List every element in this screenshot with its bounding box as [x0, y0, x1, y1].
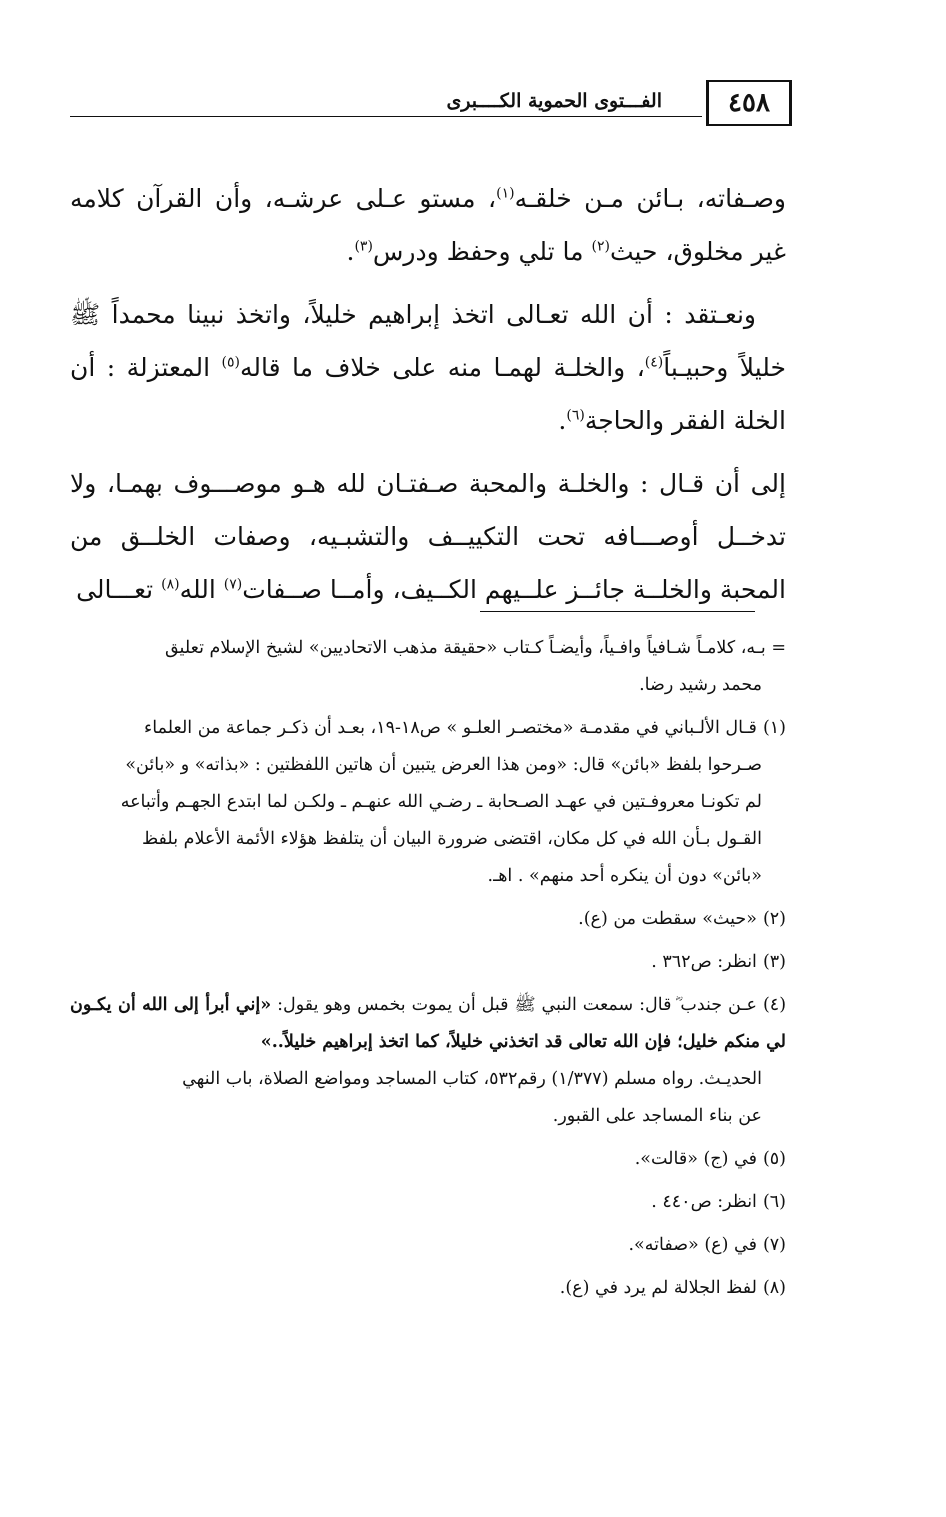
footnote-number: (٣)	[762, 952, 786, 972]
footnote-text: «بائن» دون أن ينكره أحد منهم» . اهـ.	[487, 866, 762, 886]
footnote-text: في (ع) «صفاته».	[628, 1235, 757, 1255]
text-span: المعتزلة : أن الخلة الفقر والحاجة	[70, 353, 786, 435]
footnote-text: في (ج) «قالت».	[634, 1149, 757, 1169]
footnote-text: «حيث» سقطت من (ع).	[578, 909, 757, 929]
footnote-8	[70, 1270, 786, 1307]
footnote-marker-5[interactable]: (٥)	[221, 354, 240, 371]
footnote-number: (١)	[762, 718, 786, 738]
footnote-3	[70, 944, 786, 981]
footnote-number: (٤)	[762, 995, 787, 1015]
page-number: ٤٥٨	[706, 80, 792, 126]
footnote-6	[70, 1184, 786, 1221]
footnote-marker-2[interactable]: (٢)	[591, 238, 610, 255]
footnotes	[70, 630, 786, 1313]
text-span: إلى أن قـال : والخلـة والمحبة صـفتـان لله هـو موصـــوف بهمـا، ولا تدخــل أوصـــافه تحت التكييــف والتشبـيه، وصفات الخلــق من المحبة والخلــة جائــز علــيهم الكــيف، وأمــا صــفات	[70, 469, 786, 604]
hadith-quote: «إني أبرأ إلى الله أن يكـون لي منكم خليل؛ فإن الله تعالى قد اتخذني خليلاً، كما اتخذ إبراهيم خليلاً..»	[70, 995, 786, 1052]
main-text	[70, 172, 786, 626]
footnote-2	[70, 901, 786, 938]
footnote-continuation	[70, 630, 786, 704]
footnote-number: (٦)	[762, 1192, 786, 1212]
footnote-number: (٨)	[762, 1278, 786, 1298]
text-span: تعـــالى	[76, 575, 162, 604]
footnote-separator	[480, 611, 755, 612]
footnote-5	[70, 1141, 786, 1178]
footnote-text: صـرحوا بلفظ «بائن» قال: «ومن هذا العرض يتبين أن هاتين اللفظتين : «بذاته» و «بائن»	[125, 755, 762, 775]
text-span: ونعـتقد : أن الله تعـالى اتخذ إبراهيم خليلاً، واتخذ نبينا محمداً ﷺ خليلاً وحبيـباً	[70, 300, 786, 382]
footnote-number: (٧)	[762, 1235, 786, 1255]
footnote-marker-7[interactable]: (٧)	[223, 576, 243, 593]
running-title: الفـــتوى الحموية الكــــبرى	[446, 90, 662, 112]
footnote-text: الحديـث. رواه مسلم (١/٣٧٧) رقم٥٣٢، كتاب المساجد ومواضع الصلاة، باب النهي	[182, 1069, 762, 1089]
footnote-7	[70, 1227, 786, 1264]
footnote-number: (٢)	[762, 909, 786, 929]
text-span: الله	[179, 575, 224, 604]
text-span: ، مستو عـلى عرشـه، وأن القرآن كلامه غير مخلوق، حيث	[70, 184, 786, 266]
footnote-text: عن بناء المساجد على القبور.	[552, 1106, 762, 1126]
footnote-text: لفظ الجلالة لم يرد في (ع).	[559, 1278, 757, 1298]
footnote-text: قـال الألـباني في مقدمـة «مختصـر العلـو » ص١٨-١٩، بعـد أن ذكـر جماعة من العلماء	[144, 718, 757, 738]
footnote-number: (٥)	[762, 1149, 786, 1169]
text-span: .	[346, 237, 355, 266]
footnote-marker-6[interactable]: (٦)	[566, 407, 585, 424]
page-header	[70, 78, 792, 136]
footnote-marker-4[interactable]: (٤)	[644, 354, 664, 371]
footnote-text: انظر: ص٤٤٠ .	[651, 1192, 757, 1212]
paragraph-3	[70, 457, 786, 616]
footnote-text: عـن جندب ؓ قال: سمعت النبي ﷺ قبل أن يموت بخمس وهو يقول:	[271, 995, 757, 1015]
footnote-marker-8[interactable]: (٨)	[161, 576, 180, 593]
footnote-marker-1[interactable]: (١)	[496, 185, 515, 202]
footnote-text: محمد رشيد رضا.	[639, 675, 762, 695]
paragraph-1	[70, 172, 786, 278]
footnote-4	[70, 987, 786, 1135]
paragraph-2	[70, 288, 786, 447]
footnote-marker-3[interactable]: (٣)	[354, 238, 373, 255]
text-span: ، والخلـة لهمـا منه على خلاف ما قاله	[239, 353, 645, 382]
footnote-1	[70, 710, 786, 895]
header-rule	[70, 116, 702, 117]
footnote-text: = بـه، كلامـاً شـافياً وافـياً، وأيضـاً كـتاب «حقيقة مذهب الاتحاديين» لشيخ الإسلام تعليق	[164, 638, 786, 658]
footnote-text: القـول بـأن الله في كل مكان، اقتضى ضرورة البيان أن يتلفظ هؤلاء الأئمة الأعلام بلفظ	[141, 829, 762, 849]
text-span: ما تلي وحفظ ودرس	[372, 237, 592, 266]
text-span: .	[558, 406, 567, 435]
text-span: وصـفاته، بـائن مـن خلقـه	[514, 184, 786, 213]
footnote-text: لم تكونـا معروفـتين في عهـد الصـحابة ـ رضـي الله عنهـم ـ ولكـن لما ابتدع الجهـم وأتباعه	[120, 792, 762, 812]
footnote-text: انظر: ص٣٦٢ .	[651, 952, 757, 972]
